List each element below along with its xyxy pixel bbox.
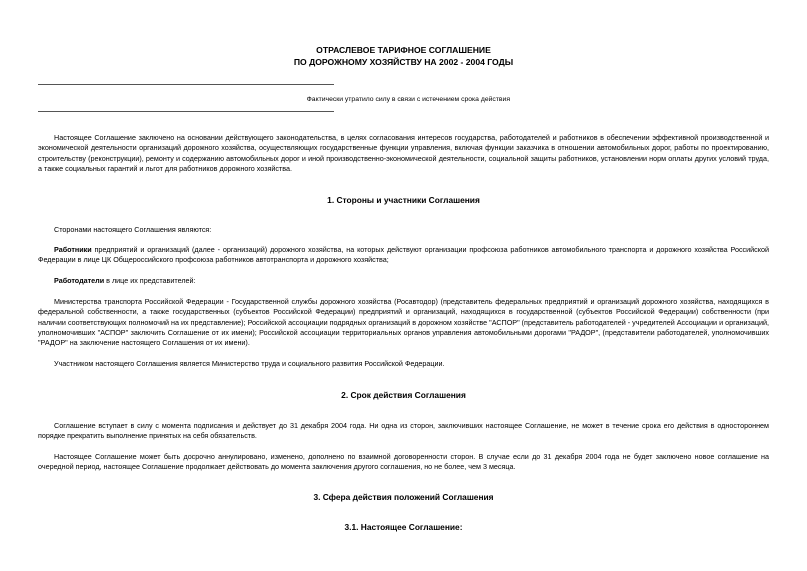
section-1-paragraph-5: Участником настоящего Соглашения является Министерство труда и социального развития Российской Федерации. — [54, 359, 445, 368]
section-2-paragraph-1: Соглашение вступает в силу с момента подписания и действует до 31 декабря 2004 года. Ни одна из сторон, заключивших настоящее Соглашение, не может в течение срока его действия в одностороннем порядке прекратить выполнение принятых на себя обязательств. — [38, 421, 769, 441]
section-3-heading: 3. Сфера действия положений Соглашения — [313, 492, 494, 502]
document-title-line-1: ОТРАСЛЕВОЕ ТАРИФНОЕ СОГЛАШЕНИЕ — [316, 45, 491, 55]
term-workers: Работники — [54, 245, 92, 254]
divider-bottom — [38, 111, 334, 112]
section-1-paragraph-3-text: в лице их представителей: — [104, 276, 196, 285]
divider-top — [38, 84, 334, 85]
section-1-paragraph-2-text: предприятий и организаций (далее - организаций) дорожного хозяйства, на которых действуют организации профсоюза работников автомобильного транспорта и дорожного хозяйства Российской Федерации в лице ЦК Общероссийского профсоюза работников автотранспорта и дорожного хозяйства; — [38, 245, 769, 265]
status-note: Фактически утратило силу в связи с истечением срока действия — [306, 96, 510, 103]
section-2-heading: 2. Срок действия Соглашения — [341, 390, 466, 400]
section-3-subheading: 3.1. Настоящее Соглашение: — [344, 522, 463, 532]
section-1-paragraph-4: Министерства транспорта Российской Федерации - Государственной службы дорожного хозяйства (Росавтодор) (представитель федеральных предприятий и организаций дорожного хозяйства, находящихся в федеральной собственности, а также государственных (субъектов Российской Федерации) предприятий и организаций, находящихся в государственной (субъектов Российской Федерации) собственности (при наличии соответствующих полномочий на их представление); Российской ассоциации подрядных организаций в дорожном хозяйстве "АСПОР" (представитель работодателей - учредителей Ассоциации и организаций, уполномочивших "АСПОР" заключить Соглашение от их имени); Российской ассоциации территориальных органов управления автомобильными дорогами "РАДОР", (представители работодателей, уполномочивших "РАДОР" на заключение настоящего Соглашения от их имени). — [38, 297, 769, 348]
section-1-heading: 1. Стороны и участники Соглашения — [327, 195, 480, 205]
section-1-paragraph-3 — [38, 276, 769, 286]
document-title-line-2: ПО ДОРОЖНОМУ ХОЗЯЙСТВУ НА 2002 - 2004 ГОДЫ — [293, 57, 514, 67]
section-2-paragraph-2: Настоящее Соглашение может быть досрочно аннулировано, изменено, дополнено по взаимной договоренности сторон. В случае если до 31 декабря 2004 года не будет заключено новое соглашение на очередной период, настоящее Соглашение продолжает действовать до момента заключения другого соглашения, но не более, чем 3 месяца. — [38, 452, 769, 472]
section-1-paragraph-2 — [38, 245, 769, 266]
intro-paragraph: Настоящее Соглашение заключено на основании действующего законодательства, в целях согласования интересов государства, работодателей и работников в обеспечении эффективной производственной и экономической деятельности организаций дорожного хозяйства, осуществляющих государственные функции управления, включая функции заказчика в отношении автомобильных дорог, работы по проектированию, строительству (реконструкции), ремонту и содержанию автомобильных дорог и иной производственно-экономической деятельности, социальной защиты работников, установлении норм оплаты других условий труда, а также социальных гарантий и льгот для работников дорожного хозяйства. — [38, 133, 769, 173]
section-1-paragraph-1: Сторонами настоящего Соглашения являются: — [54, 225, 212, 234]
term-employers: Работодатели — [54, 276, 105, 285]
